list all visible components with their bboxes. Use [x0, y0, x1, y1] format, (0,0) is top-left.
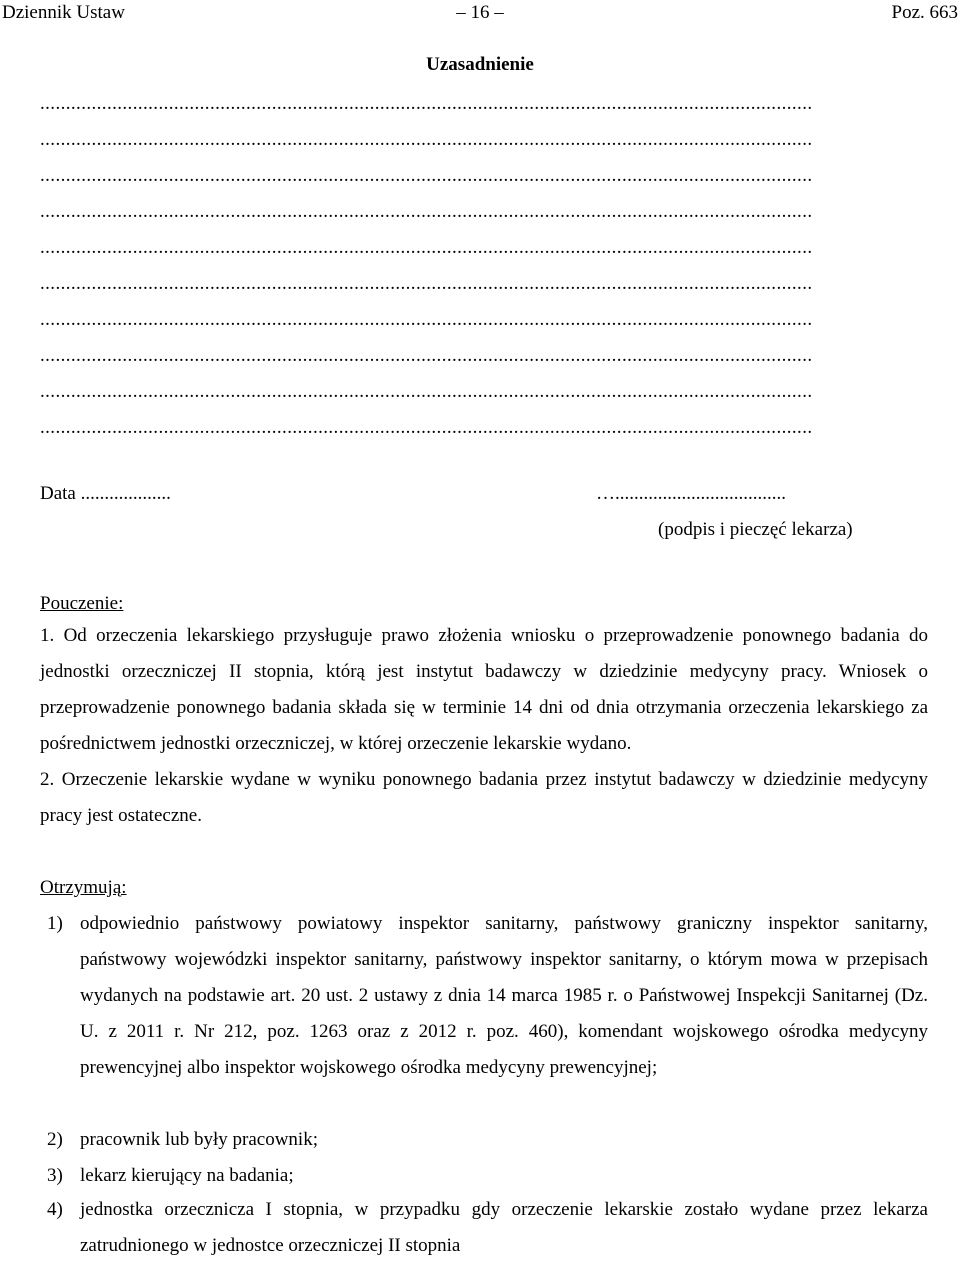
recipients-heading: Otrzymują:	[40, 877, 127, 898]
dotted-line: ......................................................................................................................................................	[40, 274, 813, 294]
recipient-item	[40, 1192, 928, 1264]
item-number: 4)	[47, 1199, 63, 1220]
dotted-line: ......................................................................................................................................................	[40, 418, 813, 438]
dotted-line: ......................................................................................................................................................	[40, 166, 813, 186]
section-title: Uzasadnienie	[426, 54, 534, 75]
item-number: 1)	[47, 913, 63, 934]
dotted-line: ......................................................................................................................................................	[40, 310, 813, 330]
signature-line: …....................................	[596, 483, 786, 504]
item-text: pracownik lub były pracownik;	[80, 1129, 318, 1150]
dotted-line: ......................................................................................................................................................	[40, 382, 813, 402]
position-number: Poz. 663	[891, 2, 958, 23]
dotted-line: ......................................................................................................................................................	[40, 238, 813, 258]
recipient-item	[40, 1158, 928, 1194]
item-text: jednostka orzecznicza I stopnia, w przypadku gdy orzeczenie lekarskie zostało wydane przez lekarza zatrudnionego w jednostce orzeczniczej II stopnia	[80, 1199, 928, 1256]
dotted-line: ......................................................................................................................................................	[40, 346, 813, 366]
date-field: Data ...................	[40, 483, 171, 504]
instruction-paragraph-1: 1. Od orzeczenia lekarskiego przysługuje prawo złożenia wniosku o przeprowadzenie ponownego badania do jednostki orzeczniczej II stopnia, którą jest instytut badawczy w dziedzinie medycyny pracy. Wniosek o przeprowadzenie ponownego badania składa się w terminie 14 dni od dnia otrzymania orzeczenia lekarskiego za pośrednictwem jednostki orzeczniczej, w której orzeczenie lekarskie wydano.	[40, 625, 928, 754]
instruction-paragraph-2: 2. Orzeczenie lekarskie wydane w wyniku ponownego badania przez instytut badawczy w dziedzinie medycyny pracy jest ostateczne.	[40, 769, 928, 826]
journal-name: Dziennik Ustaw	[2, 2, 125, 23]
item-text: lekarz kierujący na badania;	[80, 1165, 294, 1186]
page-number: – 16 –	[456, 2, 504, 23]
dotted-line: ......................................................................................................................................................	[40, 202, 813, 222]
recipient-item	[40, 906, 928, 1086]
item-text: odpowiednio państwowy powiatowy inspektor sanitarny, państwowy graniczny inspektor sanitarny, państwowy wojewódzki inspektor sanitarny, państwowy inspektor sanitarny, o którym mowa w przepisach wydanych na podstawie art. 20 ust. 2 ustawy z dnia 14 marca 1985 r. o Państwowej Inspekcji Sanitarnej (Dz. U. z 2011 r. Nr 212, poz. 1263 oraz z 2012 r. poz. 460), komendant wojskowego ośrodka medycyny prewencyjnej albo inspektor wojskowego ośrodka medycyny prewencyjnej;	[80, 913, 928, 1078]
dotted-line: ......................................................................................................................................................	[40, 94, 813, 114]
page-header	[0, 0, 960, 26]
dotted-line: ......................................................................................................................................................	[40, 130, 813, 150]
item-number: 2)	[47, 1129, 63, 1150]
item-number: 3)	[47, 1165, 63, 1186]
instruction-heading: Pouczenie:	[40, 593, 124, 614]
signature-caption: (podpis i pieczęć lekarza)	[658, 519, 853, 540]
recipient-item	[40, 1122, 928, 1158]
